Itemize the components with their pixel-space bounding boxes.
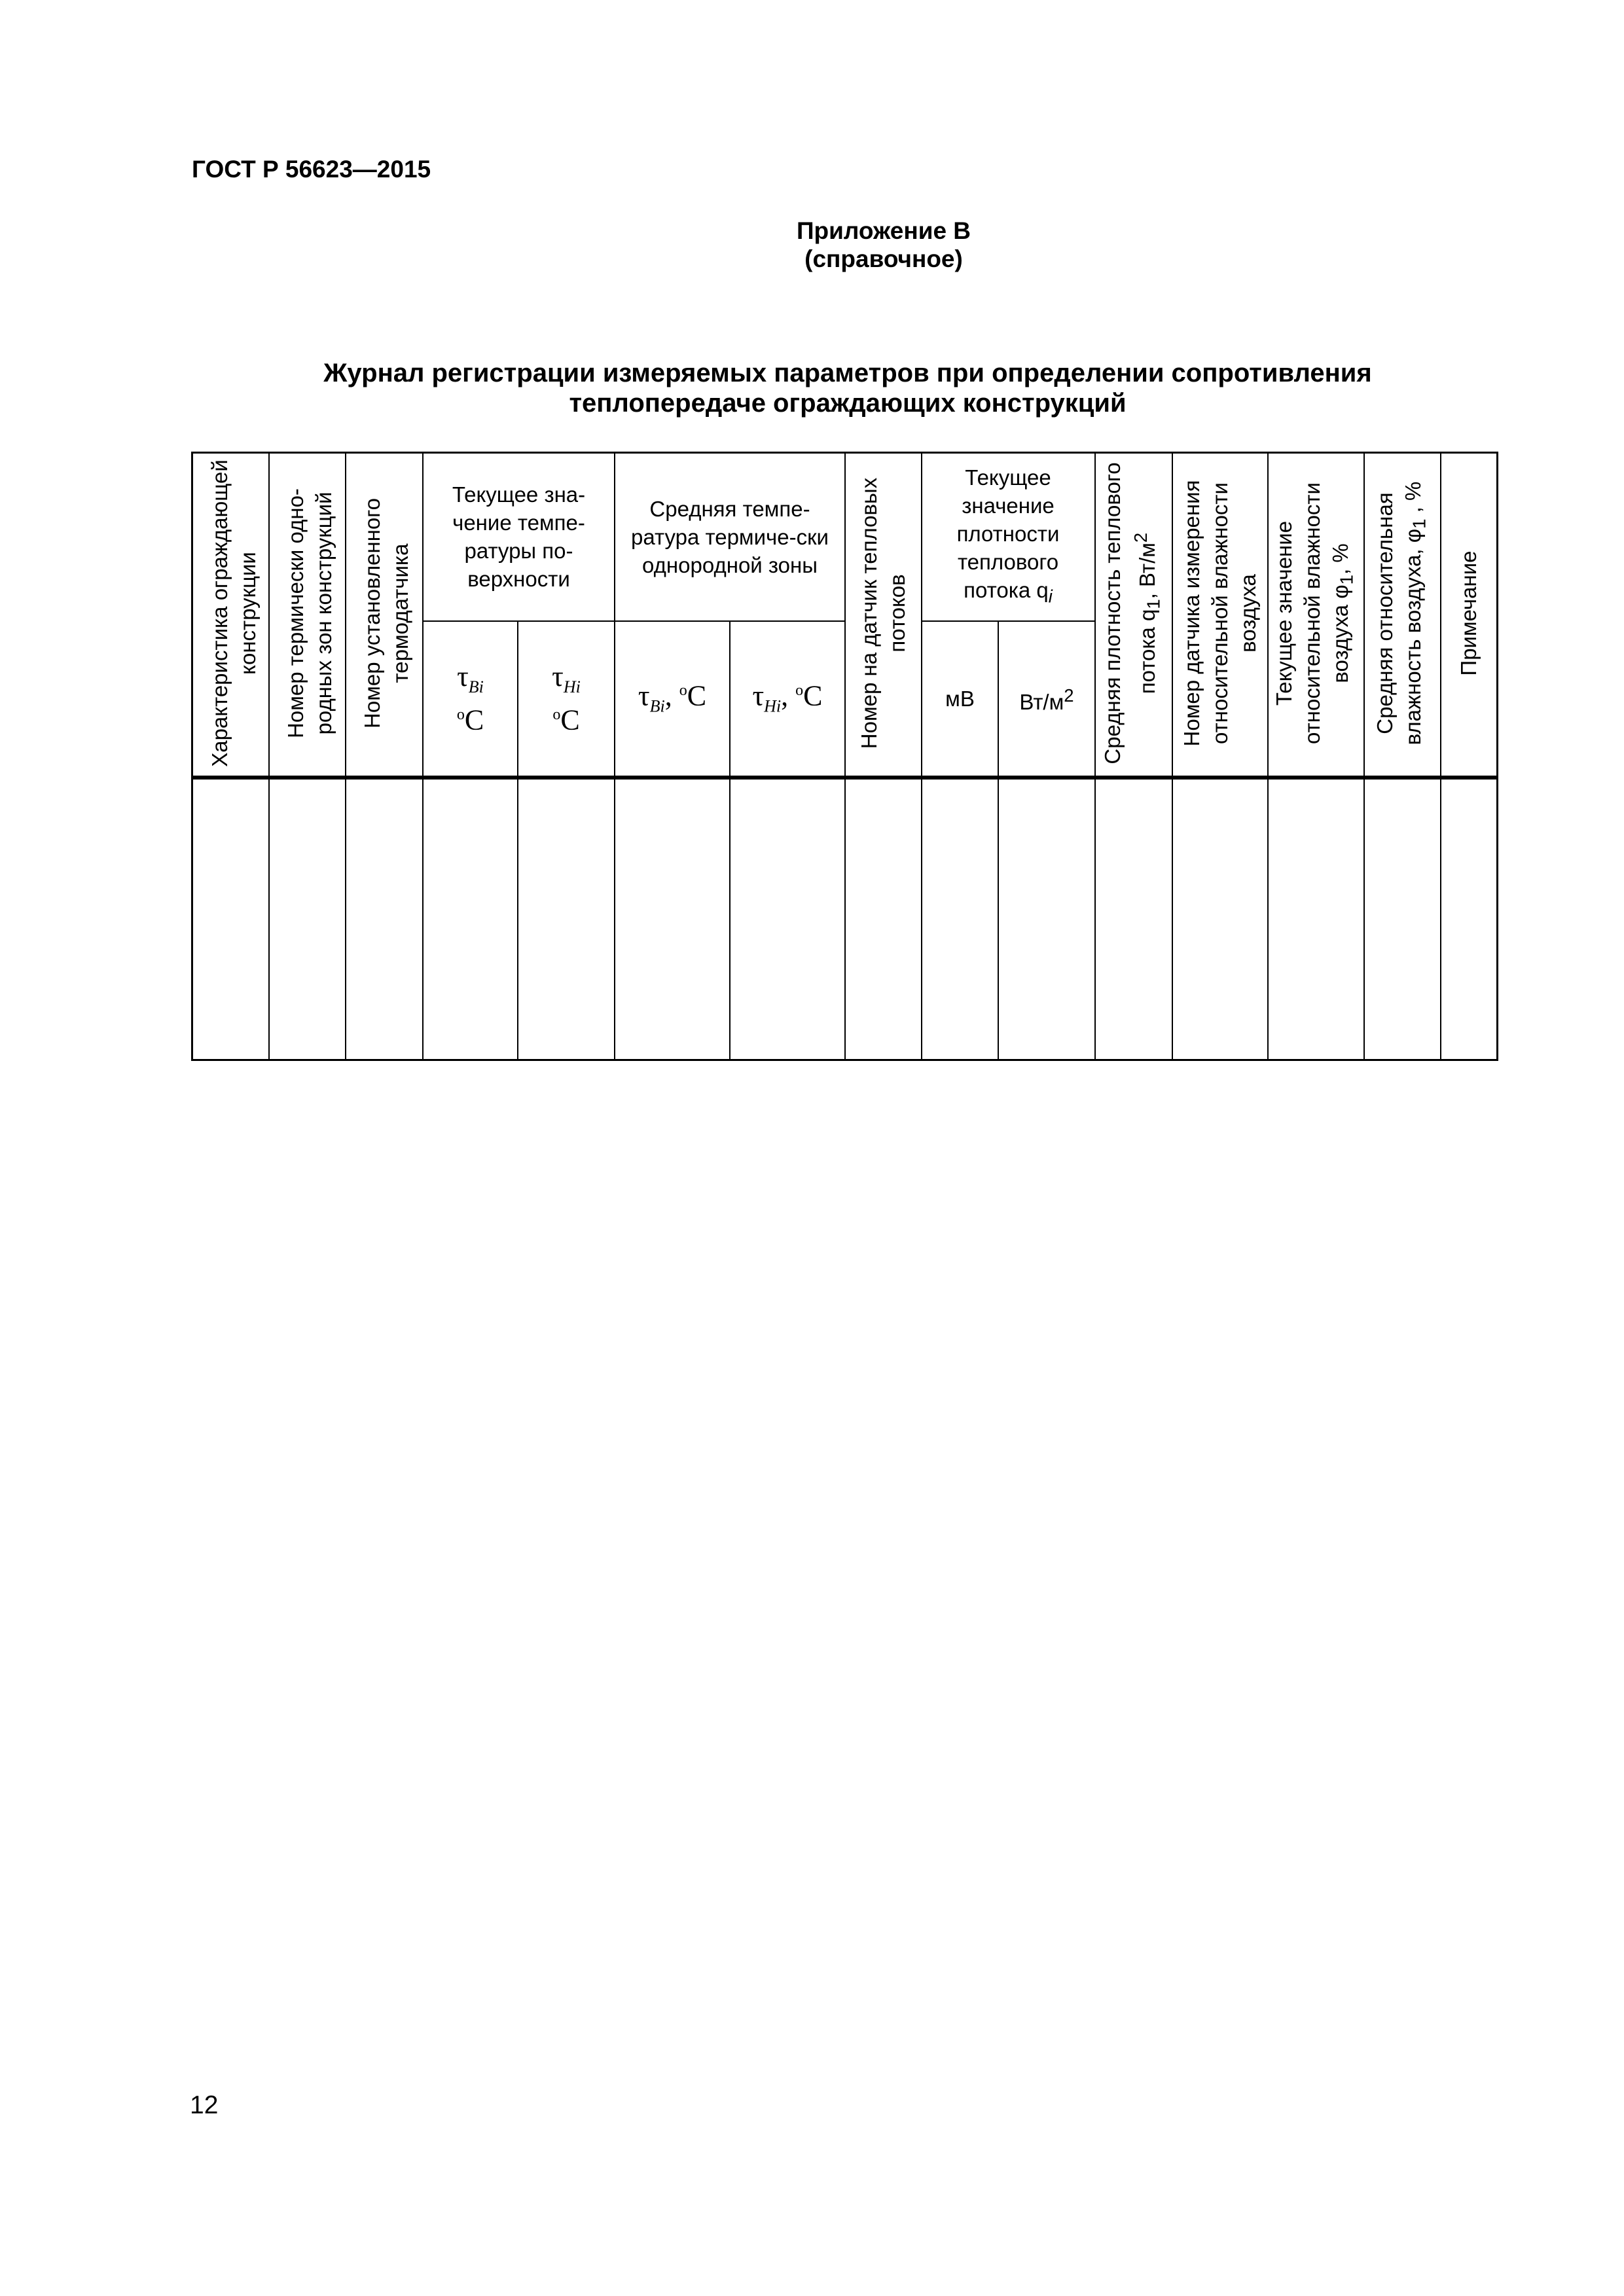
page-number: 12: [190, 2091, 219, 2119]
header-tau-b-average: $\tau_{Bi}$, $^o$C: [638, 679, 707, 716]
header-average-humidity: Средняя относительная влажность воздуха, $\varphi_1$ , %: [1373, 481, 1430, 745]
header-thermosensor-number: Номер установленного термодатчика: [360, 498, 412, 728]
header-unit-wm2: $Вт/м^2$: [1019, 685, 1074, 714]
annex-type: (справочное): [804, 245, 963, 272]
document-code: ГОСТ Р 56623—2015: [192, 156, 431, 183]
header-tau-h-average: $\tau_{Hi}$, $^o$C: [752, 679, 823, 716]
header-flux-sensor-number: Номер на датчик тепловых потоков: [857, 477, 909, 749]
journal-title-line-2: теплопередаче ограждающих конструкций: [569, 389, 1127, 418]
header-average-flux-density: Средняя плотность теплового потока $q_1$, $Вт/м^2$: [1100, 462, 1164, 764]
header-humidity-sensor-number: Номер датчика измерения относительной влажности воздуха: [1179, 480, 1260, 747]
header-unit-mv: мВ: [945, 686, 975, 711]
annex-label: Приложение В: [796, 217, 971, 244]
header-structure-characteristic: Характеристика ограждающей конструкции: [208, 459, 260, 767]
header-note: Примечание: [1456, 550, 1481, 676]
header-zone-number: Номер термически одно-родных зон конструкций: [283, 488, 336, 738]
header-tau-b-surface: $\tau_{Bi}$ $^o$C: [456, 660, 484, 736]
header-surface-temperature: Текущее зна-чение темпе-ратуры по-верхности: [452, 482, 586, 591]
header-tau-h-surface: $\tau_{Hi}$ $^o$C: [552, 660, 581, 736]
header-average-zone-temperature: Средняя темпе-ратура термиче-ски однородной зоны: [631, 496, 829, 577]
header-current-humidity: Текущее значение относительной влажности воздуха $\varphi_1$, %: [1271, 482, 1357, 744]
journal-title-line-1: Журнал регистрации измеряемых параметров при определении сопротивления: [323, 359, 1372, 387]
header-current-flux-density: Текущее значение плотности теплового потока $q_i$: [956, 465, 1060, 607]
